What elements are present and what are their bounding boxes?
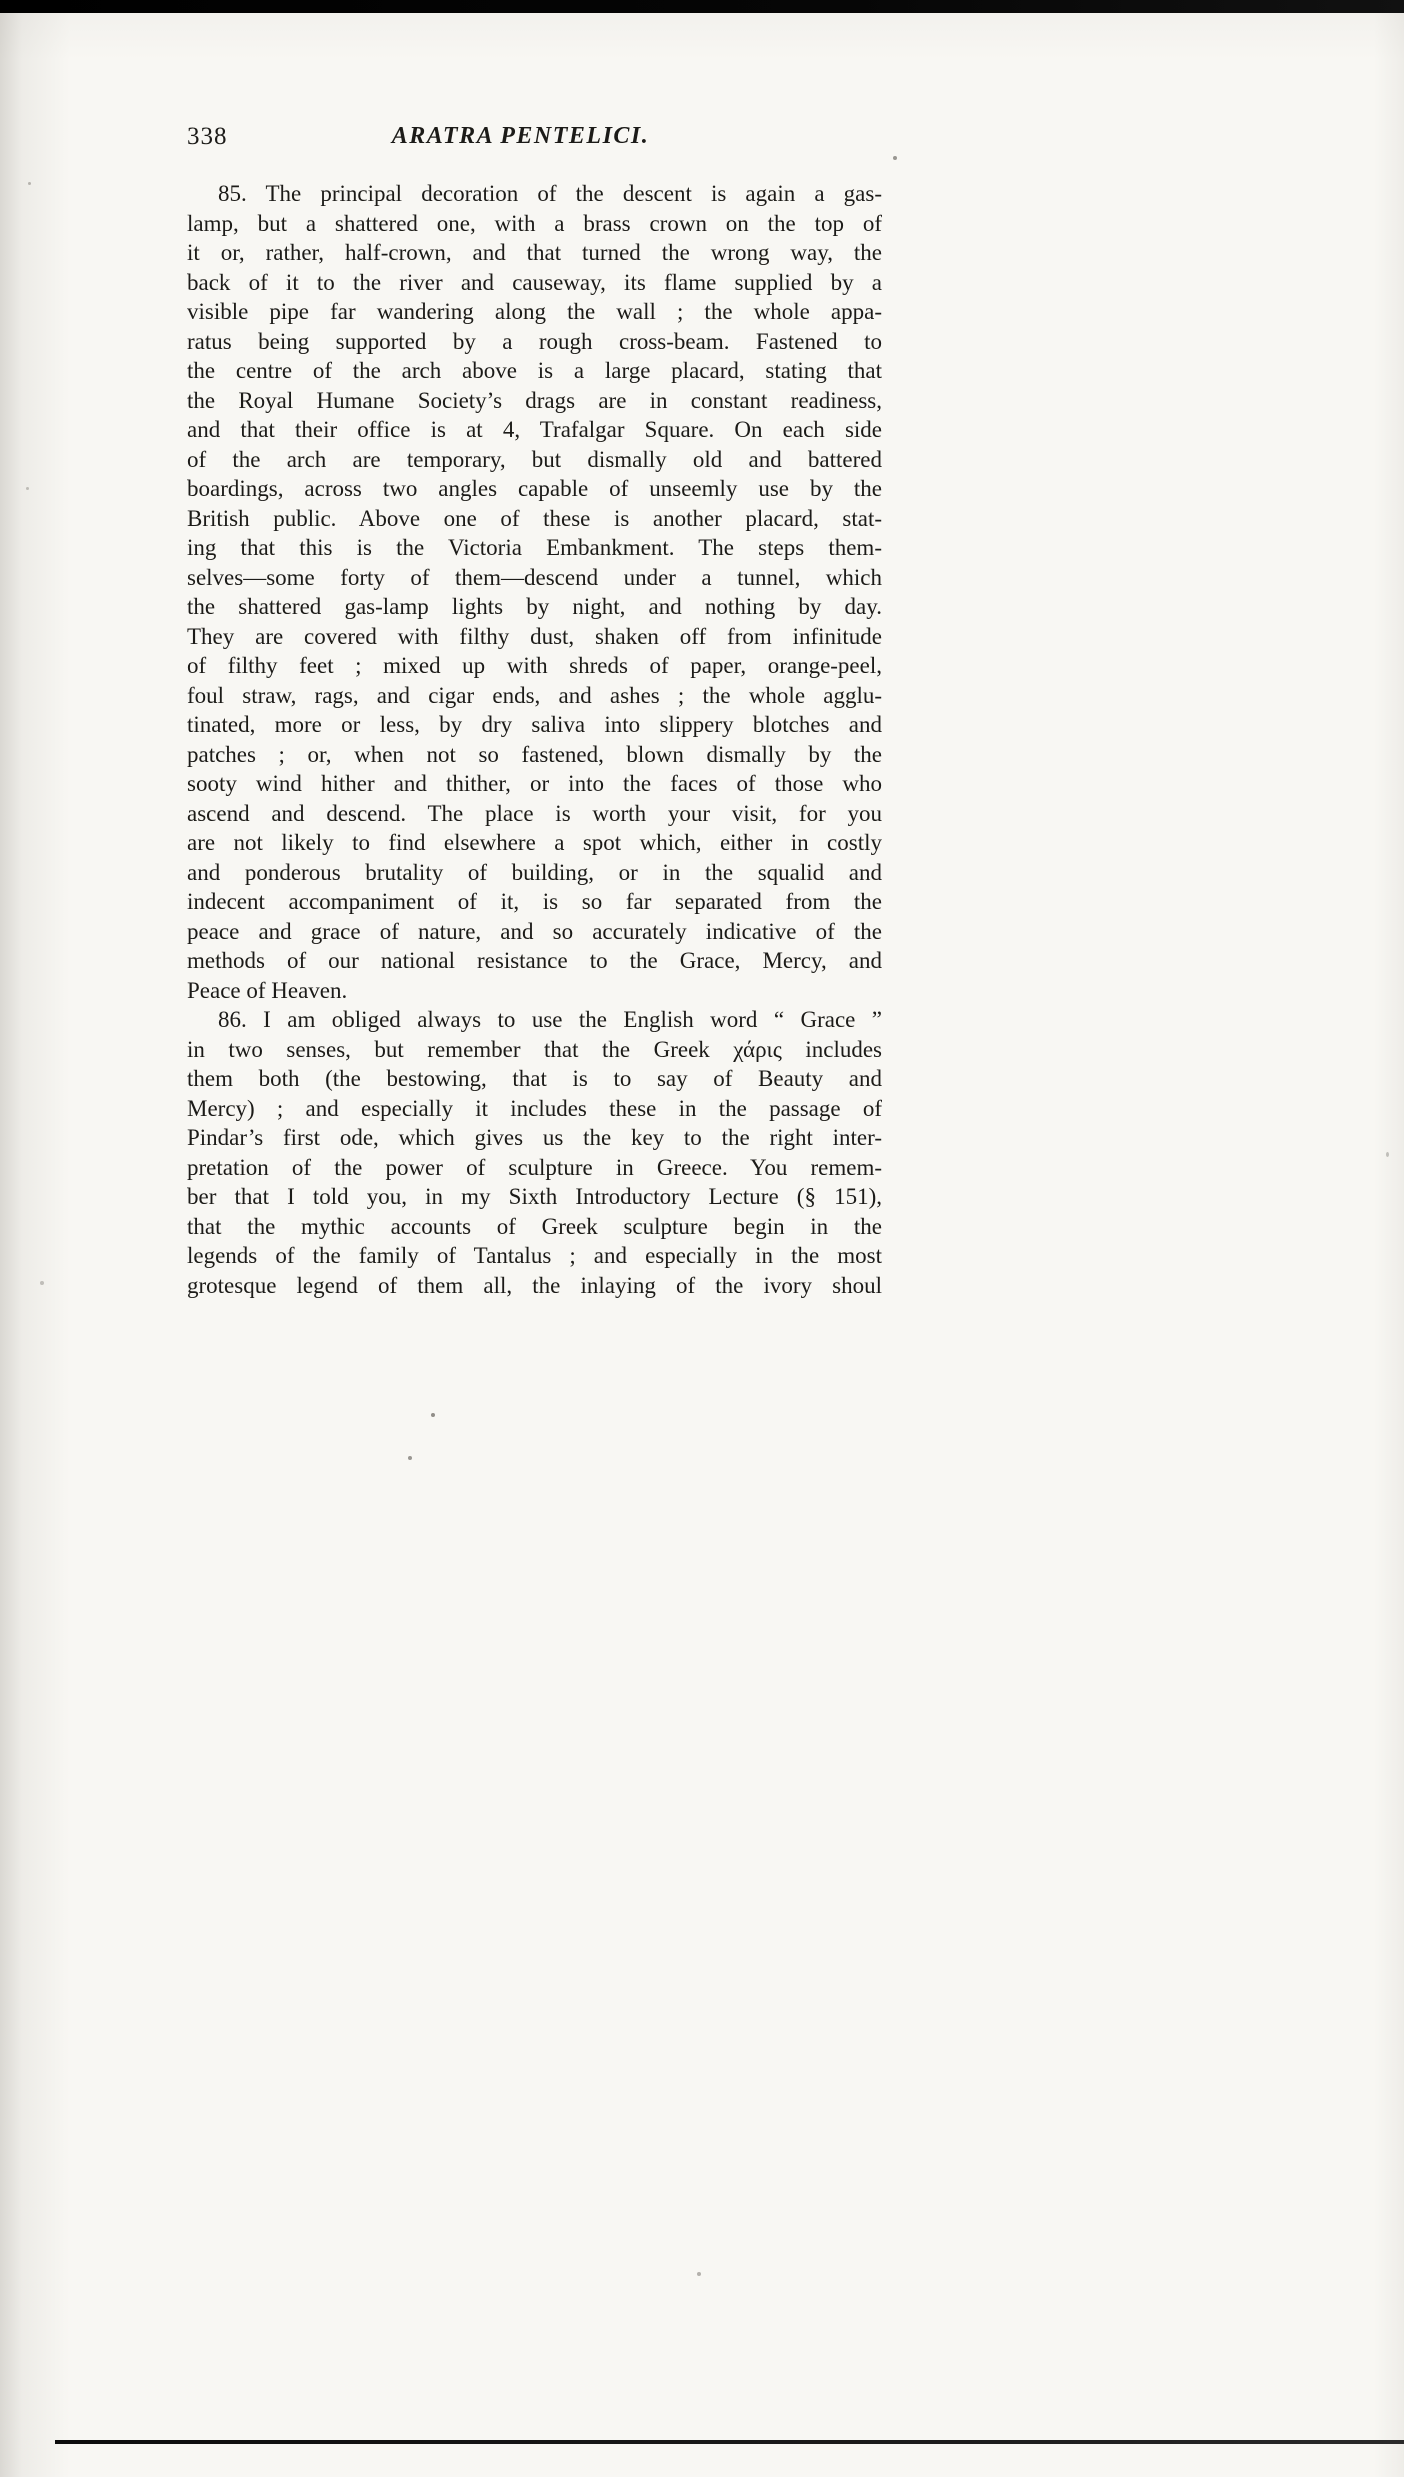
text-line: and ponderous brutality of building, or in the squalid and xyxy=(187,859,882,885)
text-line: selves—some forty of them—descend under a tunnel, which xyxy=(187,564,882,590)
text-line: boardings, across two angles capable of unseemly use by the xyxy=(187,476,882,501)
text-line: it or, rather, half-crown, and that turned the wrong way, the xyxy=(187,240,882,265)
text-line: 85. The principal decoration of the descent is again a gas- xyxy=(218,181,882,206)
text-line: lamp, but a shattered one, with a brass crown on the top of xyxy=(187,210,882,236)
scan-speck xyxy=(408,1456,412,1460)
text-line: pretation of the power of sculpture in Greece. You remem- xyxy=(187,1154,882,1180)
text-line: British public. Above one of these is another placard, stat- xyxy=(187,505,882,531)
scan-speck xyxy=(28,182,31,185)
text-line: ratus being supported by a rough cross-beam. Fastened to xyxy=(187,328,882,354)
text-line: the shattered gas-lamp lights by night, and nothing by day. xyxy=(187,594,882,619)
text-line: ascend and descend. The place is worth your visit, for you xyxy=(187,800,882,826)
text-line: They are covered with filthy dust, shaken off from infinitude xyxy=(187,623,882,649)
text-line: of filthy feet ; mixed up with shreds of paper, orange-peel, xyxy=(187,653,882,678)
text-line: 86. I am obliged always to use the English word “ Grace ” xyxy=(218,1007,882,1032)
text-line: ber that I told you, in my Sixth Introductory Lecture (§ 151), xyxy=(187,1184,882,1209)
text-line: methods of our national resistance to the Grace, Mercy, and xyxy=(187,948,882,973)
paragraph-86 xyxy=(187,1005,882,1300)
scan-speck xyxy=(1386,1152,1389,1157)
text-line: the centre of the arch above is a large placard, stating that xyxy=(187,358,882,383)
scan-bottom-edge xyxy=(55,2440,1404,2444)
paragraph-85 xyxy=(187,179,882,1005)
text-line: Peace of Heaven. xyxy=(187,977,348,1003)
text-line: Pindar’s first ode, which gives us the key to the right inter- xyxy=(187,1125,882,1150)
text-line: foul straw, rags, and cigar ends, and ashes ; the whole agglu- xyxy=(187,682,882,708)
text-line: grotesque legend of them all, the inlaying of the ivory shoul xyxy=(187,1272,882,1298)
text-line: ing that this is the Victoria Embankment. The steps them- xyxy=(187,535,882,560)
text-line: are not likely to find elsewhere a spot which, either in costly xyxy=(187,830,882,855)
page-header xyxy=(187,121,882,161)
scan-speck xyxy=(893,156,897,160)
text-line: visible pipe far wandering along the wall ; the whole appa- xyxy=(187,299,882,324)
scan-speck xyxy=(431,1413,435,1417)
text-line: indecent accompaniment of it, is so far separated from the xyxy=(187,889,882,914)
text-line: tinated, more or less, by dry saliva into slippery blotches and xyxy=(187,712,882,737)
body-text xyxy=(187,179,882,1300)
scan-speck xyxy=(40,1281,44,1285)
text-line: Mercy) ; and especially it includes these in the passage of xyxy=(187,1095,882,1121)
text-line: peace and grace of nature, and so accurately indicative of the xyxy=(187,918,882,944)
text-line: sooty wind hither and thither, or into the faces of those who xyxy=(187,771,882,796)
text-line: them both (the bestowing, that is to say of Beauty and xyxy=(187,1066,882,1091)
text-line: and that their office is at 4, Trafalgar Square. On each side xyxy=(187,417,882,442)
scan-speck xyxy=(697,2272,701,2276)
text-line: of the arch are temporary, but dismally old and battered xyxy=(187,446,882,472)
text-line: legends of the family of Tantalus ; and especially in the most xyxy=(187,1243,882,1268)
scan-top-edge xyxy=(0,0,1404,13)
text-line: that the mythic accounts of Greek sculpture begin in the xyxy=(187,1213,882,1239)
text-line: patches ; or, when not so fastened, blown dismally by the xyxy=(187,741,882,767)
page-number: 338 xyxy=(187,123,228,150)
scan-speck xyxy=(26,487,29,490)
text-line: in two senses, but remember that the Greek χάρις includes xyxy=(187,1036,882,1062)
text-block xyxy=(187,121,882,1300)
text-line: back of it to the river and causeway, its flame supplied by a xyxy=(187,269,882,295)
text-line: the Royal Humane Society’s drags are in constant readiness, xyxy=(187,387,882,413)
running-header: ARATRA PENTELICI. xyxy=(391,123,650,149)
